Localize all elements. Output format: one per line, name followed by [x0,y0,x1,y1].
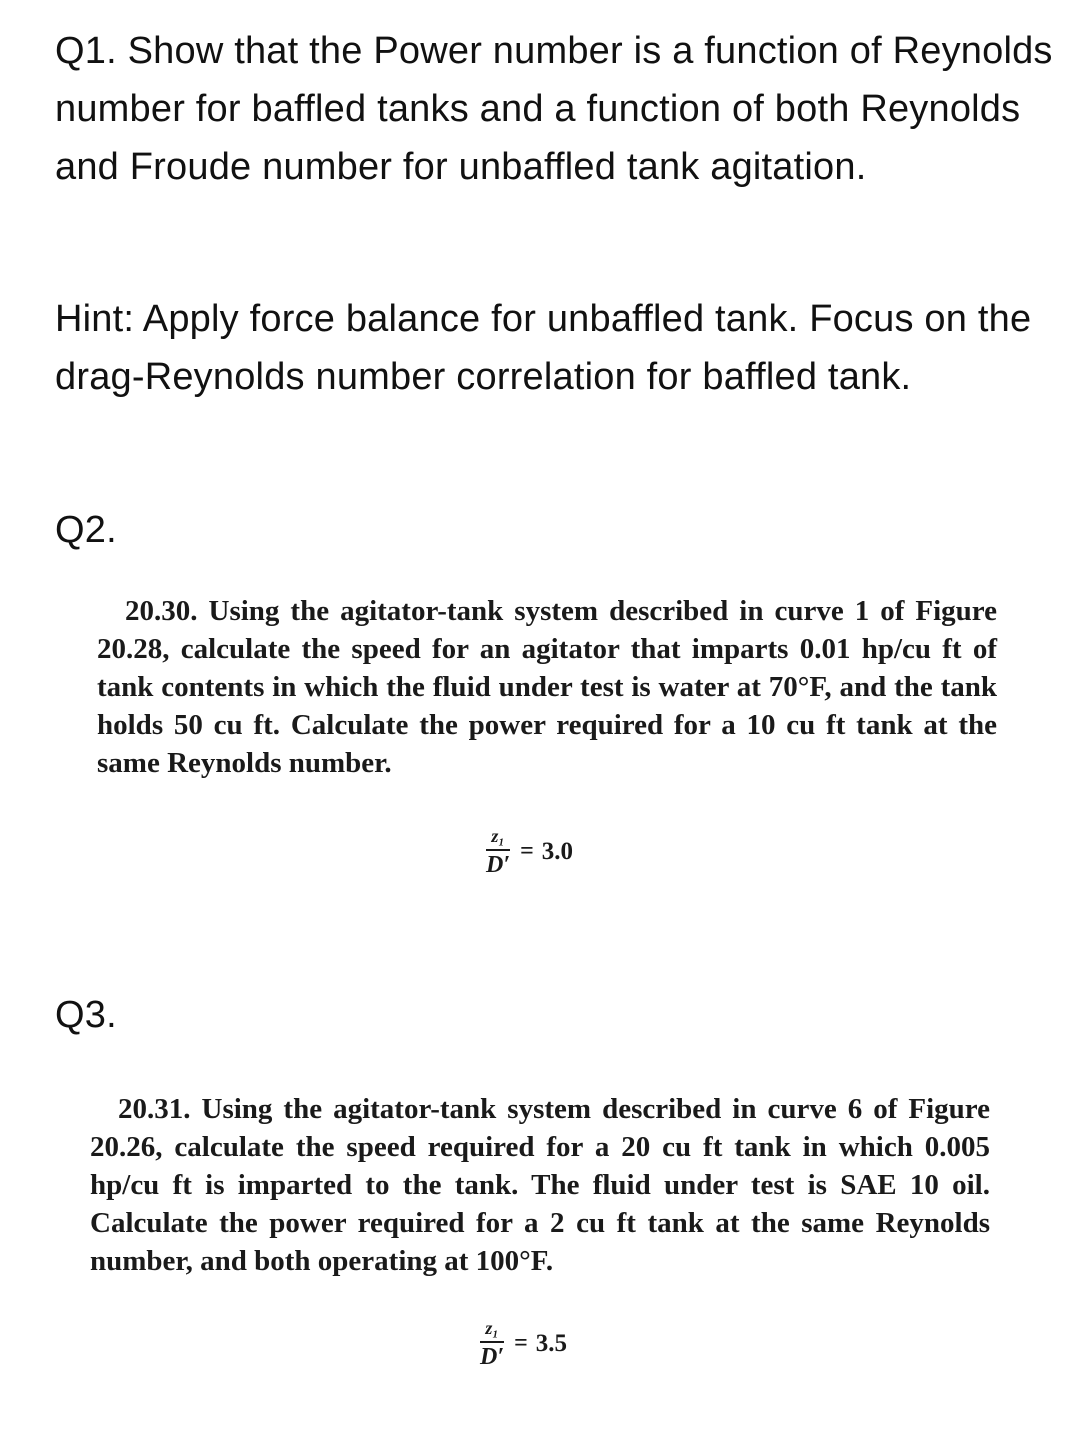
fraction-denominator: D′ [480,1344,505,1370]
fraction [480,1318,504,1369]
problem-20-30 [97,592,997,782]
fraction-numerator: z₁ [485,1318,499,1338]
problem-20-30-number: 20.30. [125,595,198,627]
problem-20-31-number: 20.31. [118,1093,191,1125]
problem-20-31-text: Using the agitator-tank system described in curve 6 of Figure 20.26, calculate the speed required for a 20 cu ft tank in which 0.005 hp/cu ft is imparted to the tank. The fluid under test is SAE 10 oil. Calculate the power required for a 2 cu ft tank at the same Reynolds number, and both operating at 100°F. [90,1093,990,1277]
fraction-denominator: D′ [486,852,511,878]
question-1-text: Q1. Show that the Power number is a function of Reynolds number for baffled tanks and a function of both Reynolds and Froude number for unbaffled tank agitation. [55,30,1053,188]
question-3-label: Q3. [55,994,117,1036]
fraction-numerator: z₁ [491,826,505,846]
formula-value: 3.5 [535,1329,568,1357]
fraction-bar [480,1341,504,1343]
formula-z1-over-d-q2 [486,826,573,877]
fraction-bar [486,849,510,851]
hint-text: Hint: Apply force balance for unbaffled tank. Focus on the drag-Reynolds number correlation for baffled tank. [55,298,1032,398]
fraction [486,826,510,877]
formula-value: 3.0 [541,837,574,865]
problem-20-30-text: Using the agitator-tank system described in curve 1 of Figure 20.28, calculate the speed for an agitator that imparts 0.01 hp/cu ft of tank contents in which the fluid under test is water at 70°F, and the tank holds 50 cu ft. Calculate the power required for a 10 cu ft tank at the same Reynolds number. [97,595,997,779]
problem-20-31 [90,1090,990,1280]
equals-sign: = [520,838,534,864]
equals-sign: = [514,1330,528,1356]
formula-z1-over-d-q3 [480,1318,567,1369]
question-2-label: Q2. [55,509,117,551]
